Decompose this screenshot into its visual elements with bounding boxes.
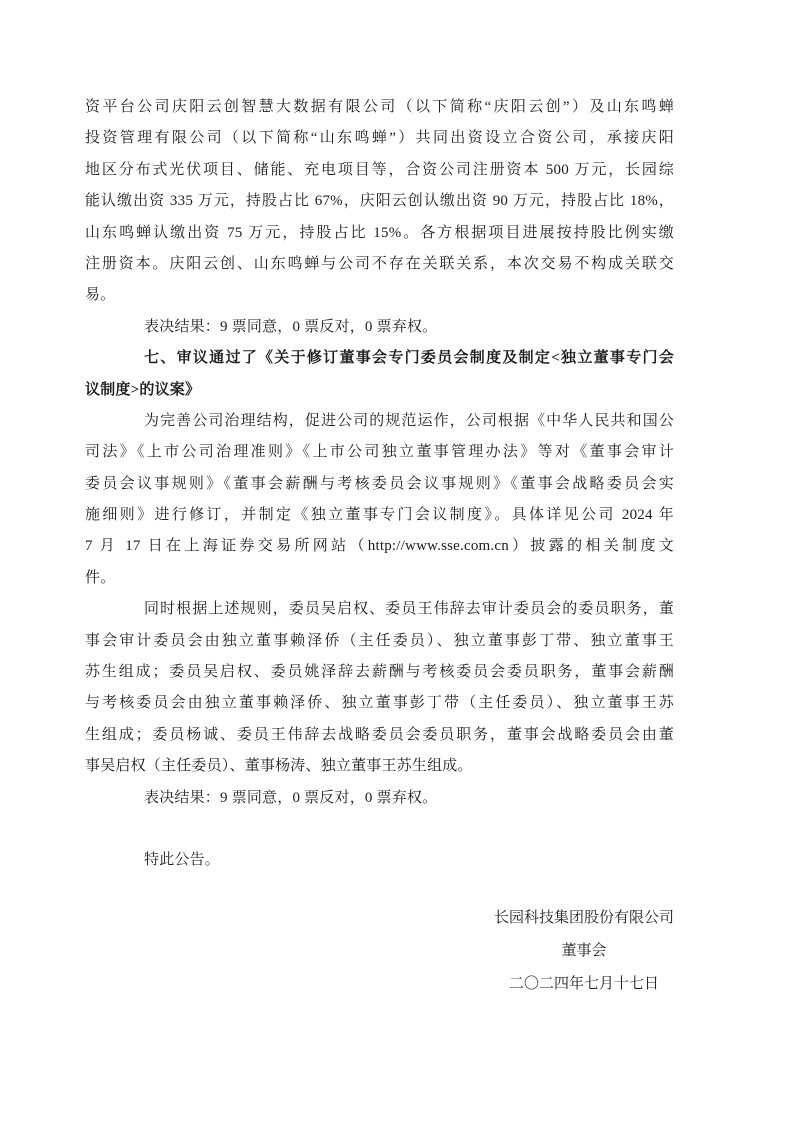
vote-result-2: [85, 783, 674, 814]
paragraph-governance-revision: [85, 406, 674, 594]
closing-statement-line-1: 特此公告。: [144, 852, 221, 869]
paragraph-committee-changes-line-1: 同时根据上述规则，委员吴启权、委员王伟辞去审计委员会的委员职务，董: [144, 601, 674, 618]
paragraph-committee-changes: [85, 594, 674, 782]
signature-block: [494, 902, 674, 1001]
document-body: [85, 92, 674, 1001]
heading-item-seven-line-2: 议制度>的议案》: [85, 381, 201, 398]
paragraph-joint-venture-line-6: 注册资本。庆阳云创、山东鸣蝉与公司不存在关联关系，本次交易不构成关联交: [85, 255, 674, 272]
paragraph-governance-revision-line-6: 件。: [85, 569, 116, 586]
paragraph-governance-revision-line-3: 委员会议事规则》《董事会薪酬与考核委员会议事规则》《董事会战略委员会实: [85, 475, 674, 492]
paragraph-committee-changes-line-6: 事吴启权（主任委员）、董事杨涛、独立董事王苏生组成。: [85, 758, 473, 775]
heading-item-seven: [85, 343, 674, 406]
paragraph-joint-venture-line-2: 投资管理有限公司（以下简称“山东鸣蝉”）共同出资设立合资公司，承接庆阳: [85, 130, 674, 147]
vote-result-1-line-1: 表决结果：9 票同意，0 票反对，0 票弃权。: [144, 318, 438, 335]
signature-company: 长园科技集团股份有限公司: [493, 909, 674, 926]
signature-date: 二〇二四年七月十七日: [508, 975, 659, 992]
paragraph-joint-venture-line-4: 能认缴出资 335 万元，持股占比 67%，庆阳云创认缴出资 90 万元，持股占比 18%，: [85, 193, 674, 210]
paragraph-governance-revision-line-5: 7 月 17 日在上海证券交易所网站（http://www.sse.com.cn）披露的相关制度文: [85, 538, 674, 555]
paragraph-governance-revision-line-1: 为完善公司治理结构，促进公司的规范运作，公司根据《中华人民共和国公: [144, 412, 674, 429]
paragraph-joint-venture-line-3: 地区分布式光伏项目、储能、充电项目等，合资公司注册资本 500 万元，长园综: [85, 161, 674, 178]
paragraph-governance-revision-line-4: 施细则》进行修订，并制定《独立董事专门会议制度》。具体详见公司 2024 年: [85, 507, 674, 524]
paragraph-joint-venture-line-5: 山东鸣蝉认缴出资 75 万元，持股占比 15%。各方根据项目进展按持股比例实缴: [85, 224, 674, 241]
paragraphs-container: [85, 92, 674, 877]
paragraph-committee-changes-line-5: 生组成；委员杨诚、委员王伟辞去战略委员会委员职务，董事会战略委员会由董: [85, 726, 674, 743]
paragraph-joint-venture: [85, 92, 674, 312]
paragraph-joint-venture-line-7: 易。: [85, 287, 116, 304]
paragraph-governance-revision-line-2: 司法》《上市公司治理准则》《上市公司独立董事管理办法》等对《董事会审计: [85, 444, 674, 461]
vote-result-2-line-1: 表决结果：9 票同意，0 票反对，0 票弃权。: [144, 789, 438, 806]
heading-item-seven-line-1: 七、审议通过了《关于修订董事会专门委员会制度及制定<独立董事专门会: [144, 350, 674, 367]
paragraph-committee-changes-line-3: 苏生组成；委员吴启权、委员姚泽辞去薪酬与考核委员会委员职务，董事会薪酬: [85, 664, 674, 681]
paragraph-joint-venture-line-1: 资平台公司庆阳云创智慧大数据有限公司（以下简称“庆阳云创”）及山东鸣蝉: [85, 99, 674, 115]
closing-statement: [85, 845, 674, 876]
paragraph-committee-changes-line-4: 与考核委员会由独立董事赖泽侨、独立董事彭丁带（主任委员）、独立董事王苏: [85, 695, 674, 712]
paragraph-committee-changes-line-2: 事会审计委员会由独立董事赖泽侨（主任委员）、独立董事彭丁带、独立董事王: [85, 632, 674, 649]
signature-issuer: 董事会: [561, 942, 607, 959]
vote-result-1: [85, 312, 674, 343]
